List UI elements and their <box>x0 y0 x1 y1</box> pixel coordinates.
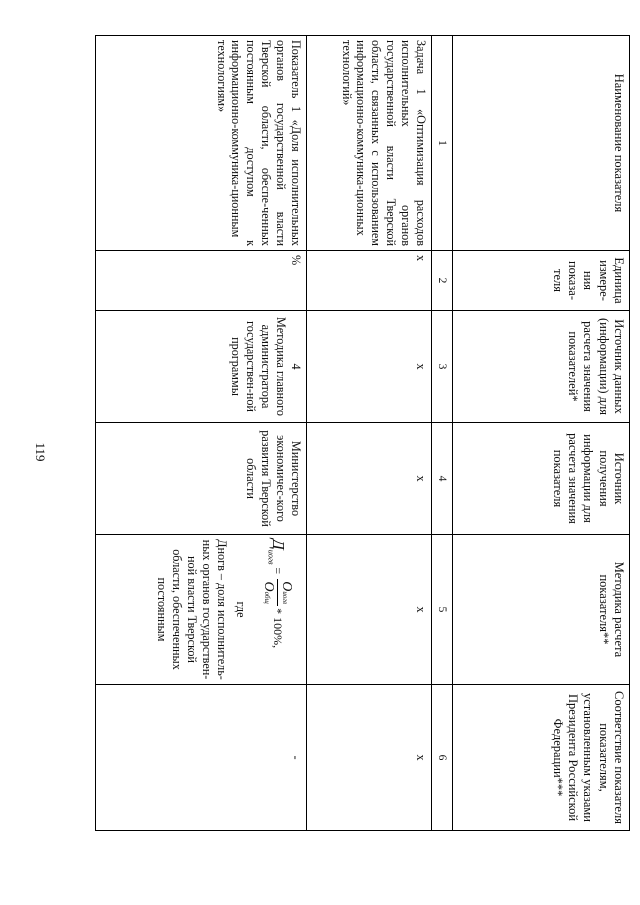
task-data-source-cell: х <box>307 311 432 423</box>
column-number-row <box>432 36 453 831</box>
task-name-cell: Задача 1 «Оптимизация расходов исполнительных органов государственной власти Тверской области, связанных с использованием информационно-коммуника-ционных технологий» <box>307 36 432 251</box>
denominator-letter: О <box>260 581 276 592</box>
column-number: 4 <box>432 423 453 535</box>
data-source-number: 4 <box>289 363 303 370</box>
formula-lhs-subscript: иогв <box>267 549 277 565</box>
task-unit-cell: х <box>307 251 432 311</box>
header-row <box>453 36 630 831</box>
header-method: Методика расчета показателя** <box>453 535 630 685</box>
formula-fraction <box>260 579 295 606</box>
data-source-text: Методика главного администратора государствен-ной программы <box>229 317 289 416</box>
indicator-unit-cell: % <box>96 251 307 311</box>
page-number: 119 <box>33 442 48 462</box>
task-compliance-cell: х <box>307 685 432 831</box>
indicator-compliance-cell: - <box>96 685 307 831</box>
method-description: Дногв – доля исполнитель-ных органов государствен-ной власти Тверской области, обеспеченных постоянным <box>155 539 229 680</box>
denominator-subscript: общ <box>262 591 271 604</box>
column-number: 2 <box>432 251 453 311</box>
header-indicator-name: Наименование показателя <box>453 36 630 251</box>
formula-lhs-letter: Д <box>269 539 289 550</box>
indicator-name-cell: Показатель 1 «Доля исполнительных органов государственной власти Тверской области, обеспе-ченных постоянным доступом к информационно-коммуника-ционным технологиям» <box>96 36 307 251</box>
column-number: 1 <box>432 36 453 251</box>
method-where: где <box>233 601 248 618</box>
indicator-method-cell <box>96 535 307 685</box>
header-compliance: Соответствие показателя показателям, установленным указами Президента Российской Федерации*** <box>453 685 630 831</box>
formula-lhs <box>266 539 288 564</box>
formula-numerator <box>277 579 295 606</box>
indicator-data-source-cell <box>96 311 307 423</box>
header-data-source: Источник данных (информации) для расчета значения показателей* <box>453 311 630 423</box>
column-number: 6 <box>432 685 453 831</box>
column-number: 5 <box>432 535 453 685</box>
formula-equals: = <box>270 564 285 578</box>
method-formula <box>260 539 295 680</box>
table-row <box>96 36 307 831</box>
formula-denominator <box>260 579 277 605</box>
task-method-cell: х <box>307 535 432 685</box>
rotated-page-area <box>95 35 630 830</box>
indicators-table <box>95 35 630 831</box>
numerator-letter: О <box>279 581 294 592</box>
formula-suffix: * 100%, <box>270 608 285 649</box>
table-row <box>307 36 432 831</box>
header-info-source: Источник получения информации для расчета значения показателя <box>453 423 630 535</box>
task-info-source-cell: х <box>307 423 432 535</box>
numerator-subscript: иогв <box>281 591 289 605</box>
indicator-info-source-cell: Министерство экономичес-кого развития Тверской области <box>96 423 307 535</box>
header-unit: Единица измере-ния показа-теля <box>453 251 630 311</box>
column-number: 3 <box>432 311 453 423</box>
table-wrapper <box>95 35 630 830</box>
